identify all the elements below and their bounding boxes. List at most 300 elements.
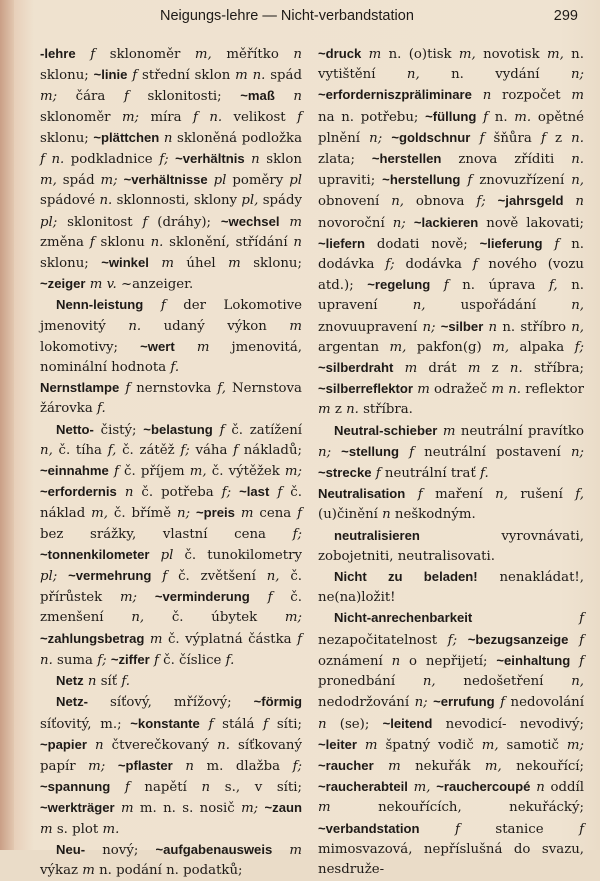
grammar-label: f. — [170, 360, 180, 376]
definition-text: podkladnice — [64, 152, 160, 168]
definition-text: sklonu — [94, 234, 151, 250]
entry-nicht-zu-beladen — [318, 567, 584, 608]
headword: ~wechsel — [220, 213, 280, 229]
grammar-label: f — [579, 611, 584, 627]
definition-text: nezapočitatelnost — [318, 632, 448, 648]
definition-text: pronedbání — [318, 674, 423, 690]
definition-text — [570, 654, 579, 669]
grammar-label: m; — [566, 737, 584, 753]
headword: ~silberreflektor — [318, 381, 413, 397]
definition-text: č. přírůstek — [40, 569, 303, 606]
definition-text: suma — [52, 652, 98, 668]
definition-text: odražeč — [429, 382, 492, 398]
grammar-label: f n. — [193, 109, 223, 125]
grammar-label: n — [95, 737, 104, 753]
definition-text: ~anzeiger. — [116, 277, 194, 293]
grammar-label: f — [443, 278, 449, 294]
grammar-label: n; — [414, 695, 428, 711]
grammar-label: m — [571, 88, 584, 104]
definition-text: nový; — [85, 842, 156, 858]
headword: ~zeiger — [40, 276, 86, 292]
grammar-label: f — [579, 632, 584, 648]
definition-text — [420, 822, 455, 837]
definition-text: č. výtěžek — [206, 464, 285, 480]
grammar-label: n; — [177, 506, 191, 522]
headword: ~verhältnis — [175, 151, 245, 167]
grammar-label: n, — [571, 319, 585, 335]
grammar-label: f — [162, 569, 168, 585]
definition-text — [280, 215, 290, 230]
grammar-label: m; — [284, 610, 302, 626]
definition-text: lokomotivy; — [40, 339, 141, 355]
grammar-label: m — [120, 801, 134, 817]
grammar-label: m — [368, 47, 382, 62]
grammar-label: m — [82, 862, 95, 878]
running-head — [40, 8, 582, 28]
grammar-label: f — [417, 487, 423, 503]
grammar-label: m, — [458, 47, 476, 62]
headword: ~verminderung — [154, 589, 250, 605]
grammar-label: n; — [369, 130, 383, 146]
headword: neutralisieren — [334, 527, 420, 543]
definition-text: váha — [189, 442, 234, 458]
definition-text: stříbra. — [358, 402, 413, 418]
grammar-label: n; — [318, 444, 332, 460]
definition-text: sklonu; — [40, 256, 102, 272]
headword: ~spannung — [40, 779, 111, 795]
definition-text: č. výplatná částka — [162, 631, 298, 647]
definition-text: míra — [139, 109, 193, 125]
definition-text — [150, 548, 161, 563]
grammar-label: pl; — [40, 214, 58, 230]
definition-text — [149, 256, 161, 271]
definition-text: n. — [488, 109, 515, 125]
definition-text — [57, 569, 68, 584]
definition-text: pakfon(g) — [406, 339, 493, 355]
definition-text: obnovení — [318, 194, 392, 210]
grammar-label: f; — [97, 652, 107, 668]
grammar-label: m, — [484, 758, 502, 774]
definition-text — [406, 216, 414, 231]
grammar-label: m — [240, 506, 254, 522]
definition-text — [564, 194, 576, 209]
grammar-label: f — [219, 422, 225, 438]
grammar-label: f — [483, 109, 489, 125]
definition-text — [105, 759, 118, 774]
grammar-label: f — [579, 821, 584, 837]
definition-text: znovuzřízení — [472, 173, 572, 189]
definition-text — [117, 485, 125, 500]
definition-text: č. potřeba — [133, 485, 222, 501]
grammar-label: f; — [292, 758, 303, 774]
definition-text: skloněná podložka — [172, 130, 303, 146]
grammar-label: m — [289, 842, 302, 858]
grammar-label: n, — [131, 610, 145, 626]
headword: ~silberdraht — [318, 360, 394, 376]
definition-text: stanice — [459, 821, 580, 837]
definition-text: znova zříditi — [441, 152, 572, 168]
definition-text: čára — [57, 89, 124, 105]
definition-text: s. plot — [52, 821, 103, 837]
headword: ~raucherabteil — [318, 779, 408, 795]
definition-text: napětí — [129, 780, 202, 796]
definition-text: nekouřící; — [501, 758, 584, 774]
grammar-label: f — [454, 821, 460, 837]
headword: Neu- — [56, 841, 86, 857]
headword: ~stellung — [341, 443, 400, 459]
grammar-label: f; — [385, 257, 395, 273]
definition-text: opětné plnění — [318, 109, 585, 146]
headword: ~preis — [195, 505, 235, 521]
grammar-label: m, — [413, 780, 431, 796]
definition-text: dodávka — [394, 257, 473, 273]
headword: ~zaun — [264, 800, 303, 816]
headword: ~leitend — [382, 715, 433, 731]
definition-text: poměry — [226, 173, 290, 189]
definition-text: samotič — [498, 737, 567, 753]
grammar-label: m, — [194, 47, 212, 62]
grammar-label: f — [472, 257, 478, 273]
definition-text: síti; — [268, 716, 302, 732]
definition-text: drát — [417, 361, 468, 377]
definition-text — [200, 717, 209, 732]
page-number: 299 — [553, 8, 578, 24]
definition-text: sklonoměr — [95, 47, 195, 62]
grammar-label: pl — [289, 173, 302, 189]
definition-text: z — [545, 130, 572, 146]
grammar-label: f — [125, 381, 131, 397]
grammar-label: f. — [121, 674, 131, 690]
definition-text — [543, 237, 555, 252]
definition-text: n. stříbro — [497, 319, 572, 335]
grammar-label: m; — [88, 758, 106, 774]
grammar-label: f — [277, 485, 283, 501]
grammar-label: n, — [571, 173, 584, 189]
grammar-label: pl — [213, 173, 227, 189]
definition-text: z — [330, 402, 347, 418]
definition-text: špatný vodič — [377, 737, 482, 753]
grammar-label: n — [536, 780, 545, 796]
grammar-label: f — [297, 109, 302, 125]
definition-text: oznámení — [318, 653, 392, 669]
headword: ~bezugsanzeige — [467, 631, 569, 647]
definition-text — [175, 340, 197, 355]
entry-neutral-schieber — [318, 421, 584, 485]
definition-text: měřítko — [211, 47, 294, 62]
grammar-label: n, — [266, 569, 280, 585]
grammar-label: m; — [284, 464, 303, 480]
grammar-label: m — [161, 256, 174, 272]
definition-text: stálá — [213, 716, 264, 732]
definition-text: střední sklon — [137, 68, 236, 84]
definition-text: sklonu; — [240, 256, 302, 272]
headword: ~tonnenkilometer — [40, 546, 150, 562]
definition-text: upraviti; — [318, 173, 383, 189]
grammar-label: n, — [571, 298, 584, 314]
headword: Nernstlampe — [40, 380, 120, 396]
definition-text: sklonitost — [57, 214, 143, 230]
headword: ~regelung — [367, 277, 431, 293]
definition-text: spádové — [40, 193, 100, 209]
grammar-label: f — [90, 47, 96, 62]
grammar-label: pl, — [241, 193, 259, 209]
grammar-label: n. — [217, 737, 230, 753]
grammar-label: m; — [119, 590, 138, 606]
definition-text: čistý; — [93, 422, 144, 438]
definition-text — [213, 423, 220, 438]
grammar-label: f — [160, 298, 166, 314]
entry-neutralisation — [318, 484, 584, 525]
grammar-label: n. — [571, 130, 584, 146]
grammar-label: f, — [575, 487, 584, 503]
definition-text: m. n. s. nosič — [133, 801, 242, 817]
definition-text: s., v síti; — [210, 780, 303, 796]
grammar-label: n — [382, 507, 391, 523]
headword: ~goldschnur — [391, 129, 471, 145]
grammar-label: f; — [221, 485, 232, 501]
definition-text: síťkovaný papír — [40, 737, 302, 774]
entry-netz — [40, 671, 302, 692]
definition-text: n. vytištění — [318, 47, 584, 83]
definition-text: dodati nově; — [364, 236, 480, 252]
definition-text — [472, 611, 579, 626]
left-column — [40, 44, 302, 881]
definition-text — [374, 759, 388, 774]
headword: Netto- — [56, 421, 94, 437]
definition-text: nekouřících, nekuřácký; — [330, 800, 584, 816]
grammar-label: f n. — [40, 631, 302, 668]
grammar-label: m; — [121, 109, 140, 125]
definition-text: nevodicí- nevodivý; — [432, 716, 584, 732]
definition-text: sklonu; — [40, 68, 94, 84]
definition-text: o nepřijetí; — [400, 653, 497, 669]
grammar-label: n, — [40, 442, 53, 458]
entry-neigungs-lehre — [40, 44, 302, 295]
grammar-label: m; — [40, 89, 58, 105]
grammar-label: f; — [159, 152, 169, 168]
definition-text — [382, 131, 391, 146]
headword: ~verhältnisse — [123, 172, 208, 188]
definition-text: změna — [40, 234, 90, 250]
entry-neu-continued — [318, 44, 584, 421]
definition-text: sklonnosti, sklony — [112, 193, 242, 209]
definition-text — [357, 738, 365, 753]
headword: ~zahlungsbetrag — [40, 630, 145, 646]
definition-text: (se); — [326, 716, 383, 732]
definition-text — [250, 590, 268, 605]
definition-text: sklonu; — [40, 130, 94, 146]
definition-text: nernstovka — [130, 381, 218, 397]
definition-text — [405, 487, 417, 502]
grammar-label: f — [479, 130, 485, 146]
grammar-label: f, — [548, 278, 558, 294]
entry-nernstlampe — [40, 378, 302, 419]
definition-text: nenakládat!, ne(na)ložit! — [318, 570, 584, 606]
headword: ~aufgabenausweis — [155, 841, 273, 857]
definition-text: neutrální pravítko — [455, 423, 584, 439]
grammar-label: m — [289, 318, 302, 334]
grammar-label: m — [318, 402, 331, 418]
grammar-label: f. — [225, 652, 235, 668]
headword: Netz — [56, 673, 84, 689]
definition-text — [87, 738, 95, 753]
definition-text: bez srážky, vlastní cena — [40, 526, 293, 542]
headword: ~linie — [93, 67, 128, 83]
grammar-label: f — [123, 89, 129, 105]
definition-text: spád — [56, 173, 101, 189]
definition-text: č. tíha — [52, 442, 108, 458]
definition-text: č. příjem — [118, 464, 190, 480]
definition-text: rušení — [507, 487, 576, 503]
grammar-label: m n. — [491, 382, 522, 398]
headword: ~jahrsgeld — [497, 193, 564, 209]
headword: ~papier — [40, 736, 87, 752]
headword: ~ziffer — [110, 651, 150, 667]
grammar-label: m. — [102, 821, 120, 837]
definition-text: argentan — [318, 339, 390, 355]
grammar-label: f — [267, 590, 273, 606]
definition-text: výkaz — [40, 862, 83, 878]
headword: -lehre — [40, 46, 76, 61]
headword: ~förmig — [253, 694, 302, 710]
definition-text: síťovitý, m.; — [40, 716, 131, 732]
grammar-label: f n. — [40, 152, 65, 168]
definition-text — [76, 47, 91, 62]
definition-text: neutrální postavení — [414, 444, 571, 460]
definition-text: mimosvazová, nepříslušná do svazu, nesdruže- — [318, 841, 584, 877]
definition-text: n. úprava — [448, 278, 549, 294]
headword: ~wert — [140, 338, 175, 354]
headword: ~werkträger — [40, 800, 115, 816]
definition-text: č. tunokilometry — [173, 547, 302, 563]
grammar-label: m — [404, 361, 418, 377]
definition-text: maření — [422, 487, 496, 503]
grammar-label: n — [251, 152, 260, 168]
grammar-label: pl; — [40, 569, 58, 585]
grammar-label: n — [482, 88, 492, 104]
entry-nenn-leistung — [40, 295, 302, 378]
definition-text: (dráhy); — [147, 214, 221, 230]
grammar-label: f — [208, 716, 214, 732]
grammar-label: m, — [389, 339, 407, 355]
definition-text: oddíl — [544, 780, 585, 796]
definition-text — [272, 843, 289, 858]
definition-text — [143, 298, 161, 313]
grammar-label: n. — [99, 193, 113, 209]
definition-text: uspořádání — [425, 298, 572, 314]
grammar-label: f — [297, 506, 303, 522]
headword: ~verbandstation — [318, 820, 420, 836]
headword: ~druck — [318, 46, 362, 61]
definition-text: č. zvětšení — [167, 569, 267, 585]
definition-text: spády — [258, 193, 302, 209]
grammar-label: f — [554, 236, 560, 252]
entry-nicht-anrechenbarkeit — [318, 608, 584, 880]
definition-text: č. zátěž — [116, 442, 181, 458]
grammar-label: f — [467, 173, 473, 189]
grammar-label: f. — [480, 466, 489, 482]
grammar-label: n — [488, 319, 498, 335]
definition-text: čtverečkovaný — [103, 737, 218, 753]
definition-text: sklonění, střídání — [163, 234, 294, 250]
running-head-title: Neigungs-lehre — Nicht-verbandstation — [160, 8, 414, 24]
definition-text — [472, 88, 483, 103]
definition-text — [110, 780, 125, 795]
definition-text: č. úbytek — [144, 610, 285, 626]
definition-text: velikost — [222, 109, 298, 125]
grammar-label: n; — [422, 319, 436, 335]
definition-text: neutrální trať — [380, 466, 481, 482]
definition-text: nákladů; — [238, 442, 302, 458]
definition-text: vyrovnávati, zobojetniti, neutralisovati. — [318, 528, 584, 564]
grammar-label: m — [196, 339, 210, 355]
grammar-label: n — [163, 130, 173, 146]
grammar-label: pl — [160, 547, 174, 563]
grammar-label: m, — [189, 464, 207, 480]
grammar-label: f — [500, 695, 506, 711]
grammar-label: m — [467, 361, 481, 377]
headword: ~lieferung — [479, 235, 543, 251]
definition-text: obnova — [404, 194, 477, 210]
grammar-label: f. — [97, 401, 106, 417]
headword: ~silber — [440, 318, 484, 334]
headword: ~maß — [240, 88, 275, 104]
grammar-label: m v. — [89, 277, 117, 293]
definition-text: šňůra — [484, 130, 541, 146]
grammar-label: f — [124, 780, 130, 796]
headword: ~last — [239, 484, 270, 500]
entry-netz-compounds — [40, 692, 302, 839]
grammar-label: n. — [346, 402, 359, 418]
grammar-label: n — [185, 758, 194, 774]
definition-text: na n. potřebu; — [318, 109, 426, 125]
definition-text: č. náklad — [40, 485, 302, 522]
definition-text: síť — [96, 674, 122, 690]
definition-text: nedovolání — [505, 695, 584, 711]
grammar-label: n — [201, 780, 211, 796]
grammar-label: m — [228, 256, 241, 272]
grammar-label: n, — [412, 298, 426, 314]
grammar-label: m — [388, 758, 401, 774]
headword: ~belastung — [143, 421, 213, 437]
definition-text: č. zatížení — [224, 422, 303, 438]
headword: ~herstellung — [382, 172, 461, 188]
grammar-label: f — [540, 130, 546, 146]
headword: ~erforderniszpräliminare — [318, 87, 472, 103]
definition-text: č. zmenšení — [40, 590, 302, 626]
grammar-label: n, — [571, 674, 584, 690]
definition-text: n. (o)tisk — [381, 47, 459, 62]
headword: ~füllung — [425, 108, 477, 124]
grammar-label: n — [293, 47, 302, 62]
headword: Netz- — [56, 694, 89, 710]
grammar-label: n — [293, 89, 302, 105]
grammar-label: f — [375, 466, 381, 482]
grammar-label: f; — [574, 339, 585, 355]
definition-text — [231, 485, 239, 500]
grammar-label: n, — [422, 674, 436, 690]
entry-neu — [40, 840, 302, 881]
entry-neutralisieren — [318, 526, 584, 567]
definition-text: nově lakovati; — [478, 215, 584, 231]
definition-text: nekuřák — [400, 758, 485, 774]
headword: ~winkel — [101, 255, 149, 271]
headword: ~strecke — [318, 465, 372, 481]
definition-text: stříbra; — [522, 361, 585, 377]
definition-text: zlata; — [318, 152, 372, 168]
grammar-label: m n. — [235, 68, 266, 84]
definition-text: reflektor — [521, 382, 584, 398]
